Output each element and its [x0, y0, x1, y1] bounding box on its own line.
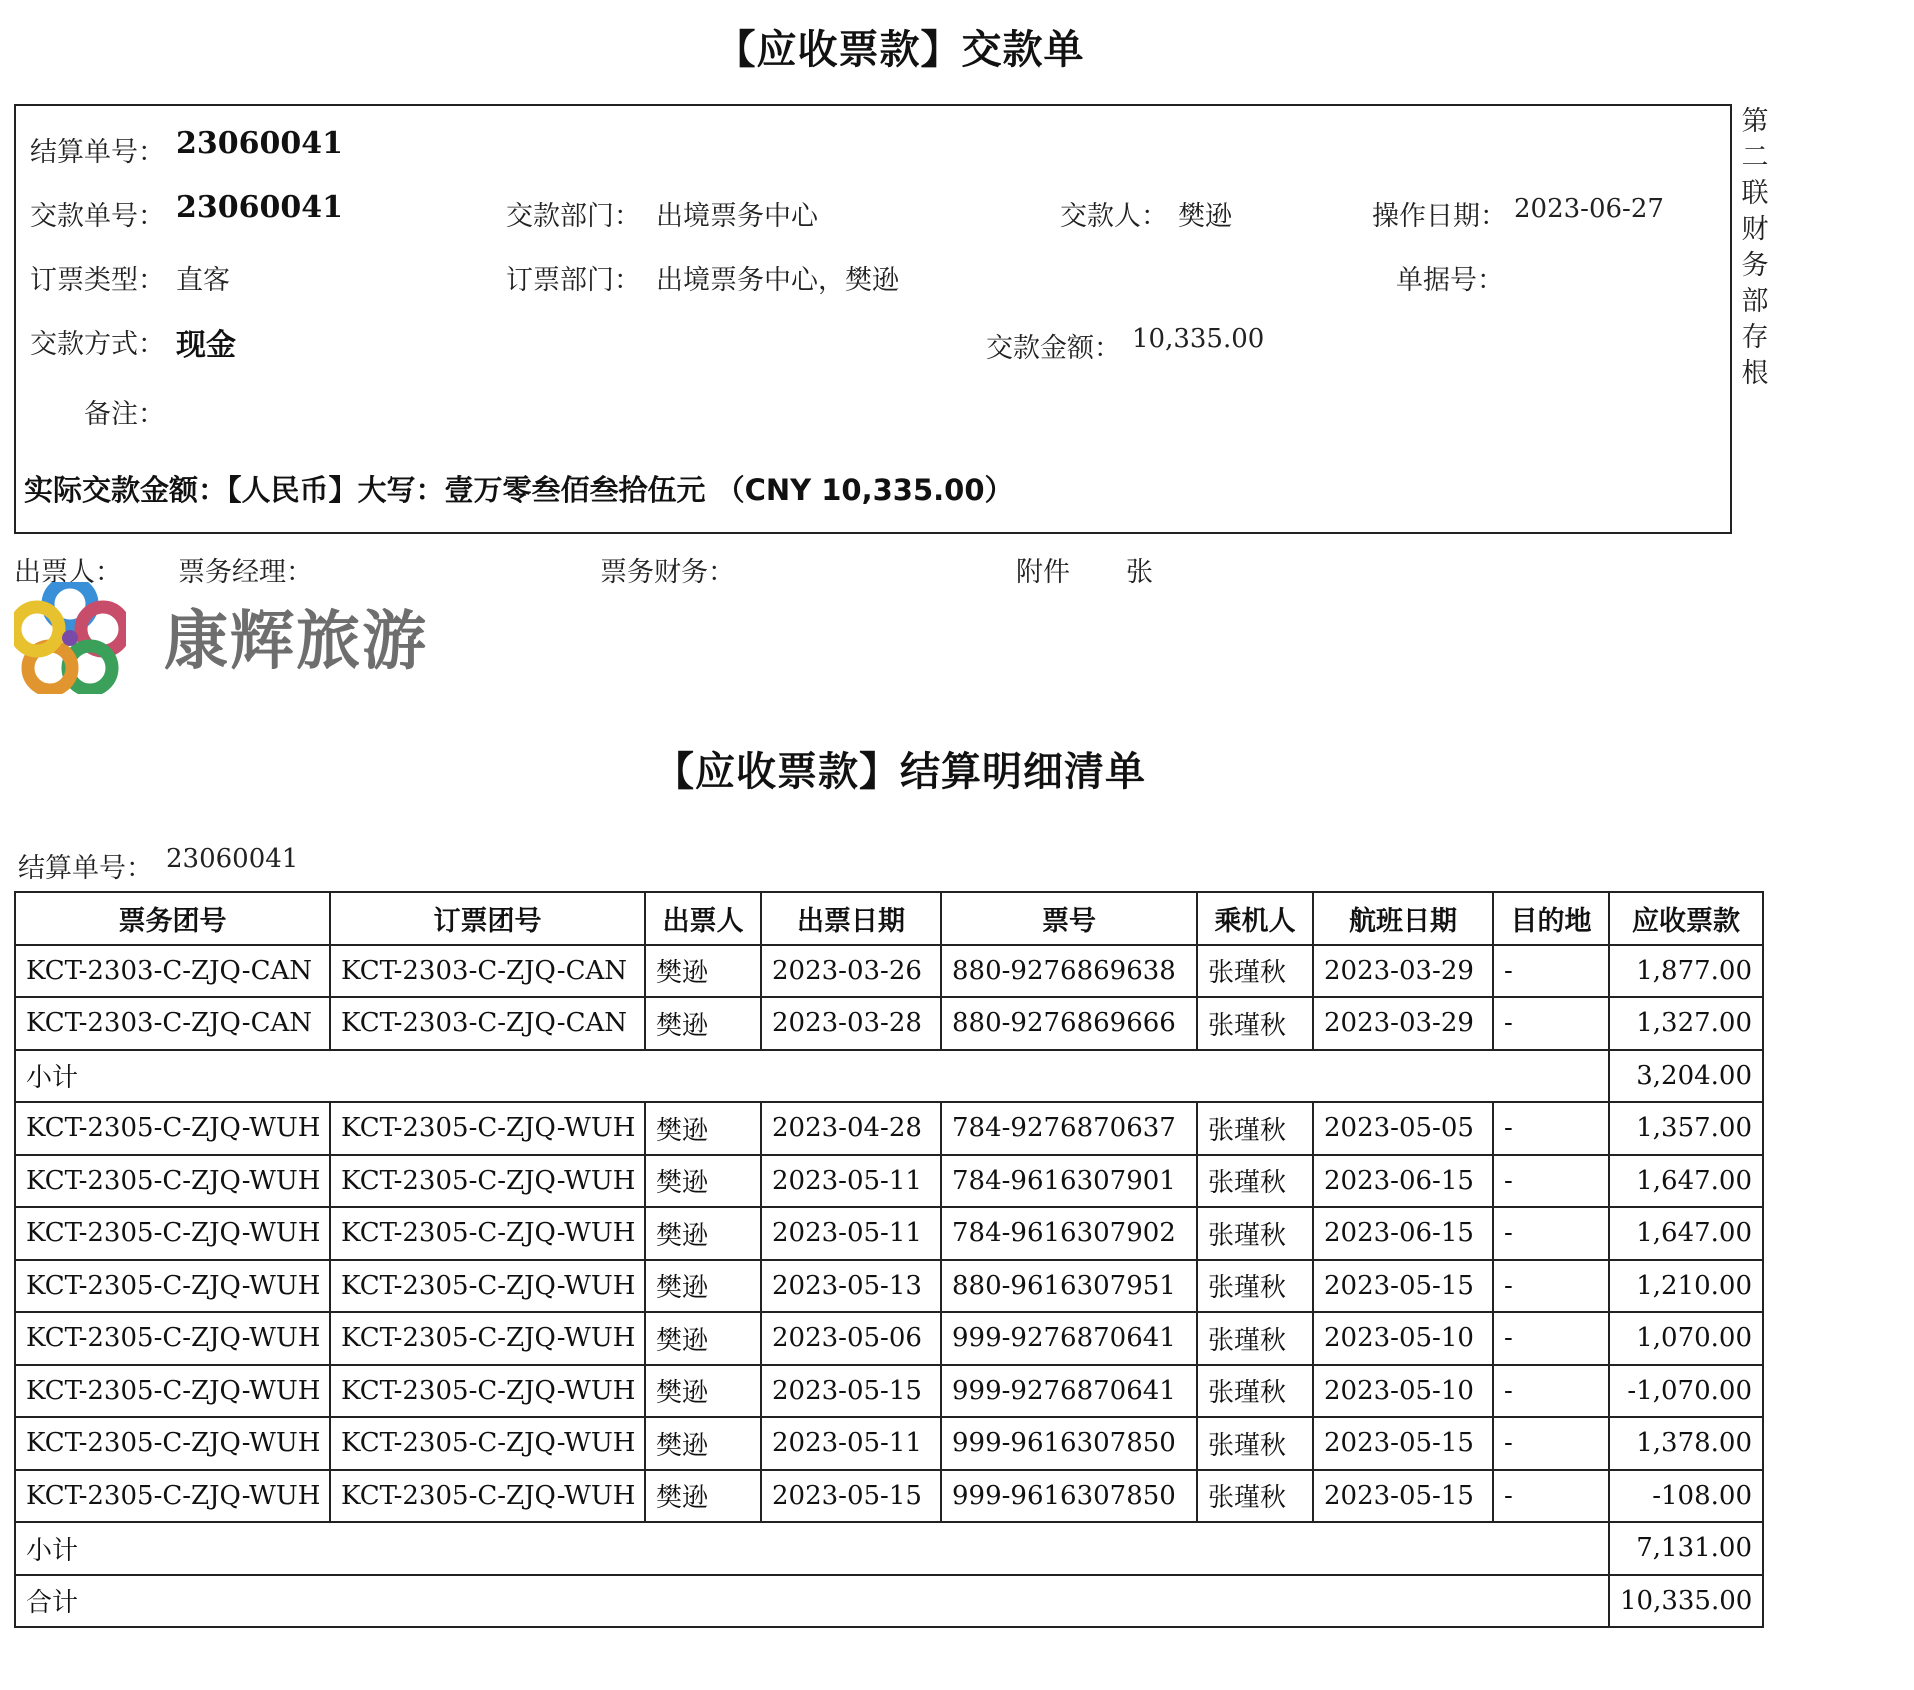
destination-cell: - [1493, 1312, 1609, 1365]
receivable-cell: 1,357.00 [1609, 1102, 1763, 1155]
col-header: 票号 [941, 892, 1197, 945]
booking-group-cell: KCT-2305-C-ZJQ-WUH [330, 1102, 645, 1155]
finance-sign: 票务财务： [600, 557, 735, 588]
detail-title: 【应收票款】结算明细清单 [654, 749, 1146, 795]
ticket-no-cell: 784-9276870637 [941, 1102, 1197, 1155]
ticket-group-cell: KCT-2305-C-ZJQ-WUH [15, 1365, 330, 1418]
passenger-cell: 张瑾秋 [1197, 1260, 1313, 1313]
receivable-cell: 1,877.00 [1609, 945, 1763, 998]
subtotal-label: 合计 [15, 1575, 1609, 1628]
ticket-no-cell: 999-9276870641 [941, 1365, 1197, 1418]
destination-cell: - [1493, 1102, 1609, 1155]
doc-no-label: 单据号： [1396, 265, 1504, 296]
receivable-cell: 1,210.00 [1609, 1260, 1763, 1313]
subtotal-label: 小计 [15, 1522, 1609, 1575]
passenger-cell: 张瑾秋 [1197, 1207, 1313, 1260]
ticket-group-cell: KCT-2305-C-ZJQ-WUH [15, 1155, 330, 1208]
issue-date-cell: 2023-05-11 [761, 1207, 941, 1260]
table-header-row [15, 892, 1763, 945]
ticket-no-cell: 999-9616307850 [941, 1417, 1197, 1470]
table-row [15, 1470, 1763, 1523]
table-row [15, 1312, 1763, 1365]
booking-group-cell: KCT-2305-C-ZJQ-WUH [330, 1470, 645, 1523]
issuer-cell: 樊逊 [645, 1365, 761, 1418]
receivable-cell: 1,378.00 [1609, 1417, 1763, 1470]
issue-date-cell: 2023-05-15 [761, 1470, 941, 1523]
ticket-group-cell: KCT-2303-C-ZJQ-CAN [15, 945, 330, 998]
payment-no-label: 交款单号： [30, 201, 165, 232]
col-header: 航班日期 [1313, 892, 1493, 945]
ticket-group-cell: KCT-2305-C-ZJQ-WUH [15, 1417, 330, 1470]
subtotal-value: 7,131.00 [1609, 1522, 1763, 1575]
amount-label: 交款金额： [986, 333, 1121, 364]
issue-date-cell: 2023-05-06 [761, 1312, 941, 1365]
passenger-cell: 张瑾秋 [1197, 1155, 1313, 1208]
issuer-cell: 樊逊 [645, 997, 761, 1050]
booking-type-label: 订票类型： [30, 265, 165, 296]
ticket-no-cell: 784-9616307902 [941, 1207, 1197, 1260]
flight-date-cell: 2023-03-29 [1313, 945, 1493, 998]
logo-text: 康辉旅游 [164, 605, 428, 679]
remark-label: 备注： [84, 399, 165, 430]
settlement-no-label: 结算单号： [30, 137, 165, 168]
table-row [15, 1260, 1763, 1313]
flight-date-cell: 2023-05-15 [1313, 1417, 1493, 1470]
flight-date-cell: 2023-05-15 [1313, 1260, 1493, 1313]
ticket-group-cell: KCT-2305-C-ZJQ-WUH [15, 1102, 330, 1155]
issuer-cell: 樊逊 [645, 1470, 761, 1523]
destination-cell: - [1493, 945, 1609, 998]
flight-date-cell: 2023-05-10 [1313, 1365, 1493, 1418]
issuer-cell: 樊逊 [645, 1102, 761, 1155]
receivable-cell: -1,070.00 [1609, 1365, 1763, 1418]
destination-cell: - [1493, 1417, 1609, 1470]
op-date-value: 2023-06-27 [1514, 194, 1664, 224]
issue-date-cell: 2023-05-11 [761, 1155, 941, 1208]
subtotal-value: 10,335.00 [1609, 1575, 1763, 1628]
table-row [15, 1417, 1763, 1470]
flight-date-cell: 2023-06-15 [1313, 1207, 1493, 1260]
issuer-cell: 樊逊 [645, 1155, 761, 1208]
op-date-label: 操作日期： [1372, 201, 1507, 232]
ticket-group-cell: KCT-2305-C-ZJQ-WUH [15, 1207, 330, 1260]
destination-cell: - [1493, 1207, 1609, 1260]
ticket-group-cell: KCT-2305-C-ZJQ-WUH [15, 1260, 330, 1313]
booking-dept-label: 订票部门： [506, 265, 641, 296]
table-row [15, 1365, 1763, 1418]
side-note: 第二联财务部存根 [1741, 106, 1769, 389]
issuer-cell: 樊逊 [645, 1260, 761, 1313]
booking-dept-value: 出境票务中心，樊逊 [656, 265, 899, 296]
col-header: 票务团号 [15, 892, 330, 945]
detail-settlement-no-value: 23060041 [166, 844, 299, 874]
passenger-cell: 张瑾秋 [1197, 997, 1313, 1050]
flight-date-cell: 2023-03-29 [1313, 997, 1493, 1050]
passenger-cell: 张瑾秋 [1197, 1470, 1313, 1523]
ticket-no-cell: 999-9616307850 [941, 1470, 1197, 1523]
ticket-no-cell: 880-9616307951 [941, 1260, 1197, 1313]
passenger-cell: 张瑾秋 [1197, 1102, 1313, 1155]
table-row [15, 1102, 1763, 1155]
actual-total: 实际交款金额：【人民币】大写：壹万零叁佰叁拾伍元 （CNY 10,335.00） [24, 473, 1014, 507]
passenger-cell: 张瑾秋 [1197, 1312, 1313, 1365]
destination-cell: - [1493, 1155, 1609, 1208]
booking-type-value: 直客 [176, 265, 230, 296]
dept-label: 交款部门： [506, 201, 641, 232]
passenger-cell: 张瑾秋 [1197, 1417, 1313, 1470]
subtotal-label: 小计 [15, 1050, 1609, 1103]
payment-no-value: 23060041 [176, 190, 343, 225]
issue-date-cell: 2023-04-28 [761, 1102, 941, 1155]
table-row [15, 945, 1763, 998]
dept-value: 出境票务中心 [656, 201, 818, 232]
issue-date-cell: 2023-05-11 [761, 1417, 941, 1470]
flight-date-cell: 2023-05-10 [1313, 1312, 1493, 1365]
issue-date-cell: 2023-05-15 [761, 1365, 941, 1418]
table-row [15, 1155, 1763, 1208]
method-label: 交款方式： [30, 329, 165, 360]
method-value: 现金 [176, 328, 236, 363]
booking-group-cell: KCT-2303-C-ZJQ-CAN [330, 997, 645, 1050]
destination-cell: - [1493, 1470, 1609, 1523]
subtotal-value: 3,204.00 [1609, 1050, 1763, 1103]
issuer-sign: 出票人： [14, 557, 122, 588]
col-header: 出票人 [645, 892, 761, 945]
manager-sign: 票务经理： [178, 557, 313, 588]
receipt-box [14, 104, 1732, 534]
issuer-cell: 樊逊 [645, 945, 761, 998]
table-row [15, 997, 1763, 1050]
settlement-no-value: 23060041 [176, 126, 343, 161]
ticket-group-cell: KCT-2305-C-ZJQ-WUH [15, 1470, 330, 1523]
issuer-cell: 樊逊 [645, 1417, 761, 1470]
ticket-group-cell: KCT-2303-C-ZJQ-CAN [15, 997, 330, 1050]
col-header: 目的地 [1493, 892, 1609, 945]
issue-date-cell: 2023-05-13 [761, 1260, 941, 1313]
settlement-detail-table [14, 891, 1764, 1628]
receivable-cell: 1,647.00 [1609, 1207, 1763, 1260]
booking-group-cell: KCT-2303-C-ZJQ-CAN [330, 945, 645, 998]
subtotal-row [15, 1050, 1763, 1103]
flight-date-cell: 2023-05-05 [1313, 1102, 1493, 1155]
receivable-cell: 1,070.00 [1609, 1312, 1763, 1365]
booking-group-cell: KCT-2305-C-ZJQ-WUH [330, 1417, 645, 1470]
destination-cell: - [1493, 997, 1609, 1050]
subtotal-row [15, 1575, 1763, 1628]
booking-group-cell: KCT-2305-C-ZJQ-WUH [330, 1365, 645, 1418]
receivable-cell: 1,327.00 [1609, 997, 1763, 1050]
ticket-no-cell: 784-9616307901 [941, 1155, 1197, 1208]
booking-group-cell: KCT-2305-C-ZJQ-WUH [330, 1260, 645, 1313]
receivable-cell: -108.00 [1609, 1470, 1763, 1523]
receivable-cell: 1,647.00 [1609, 1155, 1763, 1208]
ticket-no-cell: 880-9276869666 [941, 997, 1197, 1050]
sheets-label: 张 [1126, 557, 1153, 588]
destination-cell: - [1493, 1260, 1609, 1313]
attachment-label: 附件 [1016, 557, 1070, 588]
subtotal-row [15, 1522, 1763, 1575]
amount-value: 10,335.00 [1132, 324, 1265, 354]
receipt-title: 【应收票款】交款单 [715, 27, 1085, 73]
col-header: 乘机人 [1197, 892, 1313, 945]
flight-date-cell: 2023-06-15 [1313, 1155, 1493, 1208]
table-row [15, 1207, 1763, 1260]
issue-date-cell: 2023-03-26 [761, 945, 941, 998]
booking-group-cell: KCT-2305-C-ZJQ-WUH [330, 1312, 645, 1365]
issuer-cell: 樊逊 [645, 1312, 761, 1365]
payer-value: 樊逊 [1178, 201, 1232, 232]
flower-logo-icon [14, 582, 126, 694]
booking-group-cell: KCT-2305-C-ZJQ-WUH [330, 1207, 645, 1260]
passenger-cell: 张瑾秋 [1197, 945, 1313, 998]
company-logo [14, 582, 434, 694]
issue-date-cell: 2023-03-28 [761, 997, 941, 1050]
booking-group-cell: KCT-2305-C-ZJQ-WUH [330, 1155, 645, 1208]
col-header: 出票日期 [761, 892, 941, 945]
payer-label: 交款人： [1060, 201, 1168, 232]
col-header: 应收票款 [1609, 892, 1763, 945]
flight-date-cell: 2023-05-15 [1313, 1470, 1493, 1523]
passenger-cell: 张瑾秋 [1197, 1365, 1313, 1418]
ticket-no-cell: 880-9276869638 [941, 945, 1197, 998]
ticket-no-cell: 999-9276870641 [941, 1312, 1197, 1365]
issuer-cell: 樊逊 [645, 1207, 761, 1260]
col-header: 订票团号 [330, 892, 645, 945]
destination-cell: - [1493, 1365, 1609, 1418]
ticket-group-cell: KCT-2305-C-ZJQ-WUH [15, 1312, 330, 1365]
detail-settlement-no-label: 结算单号： [18, 853, 153, 884]
